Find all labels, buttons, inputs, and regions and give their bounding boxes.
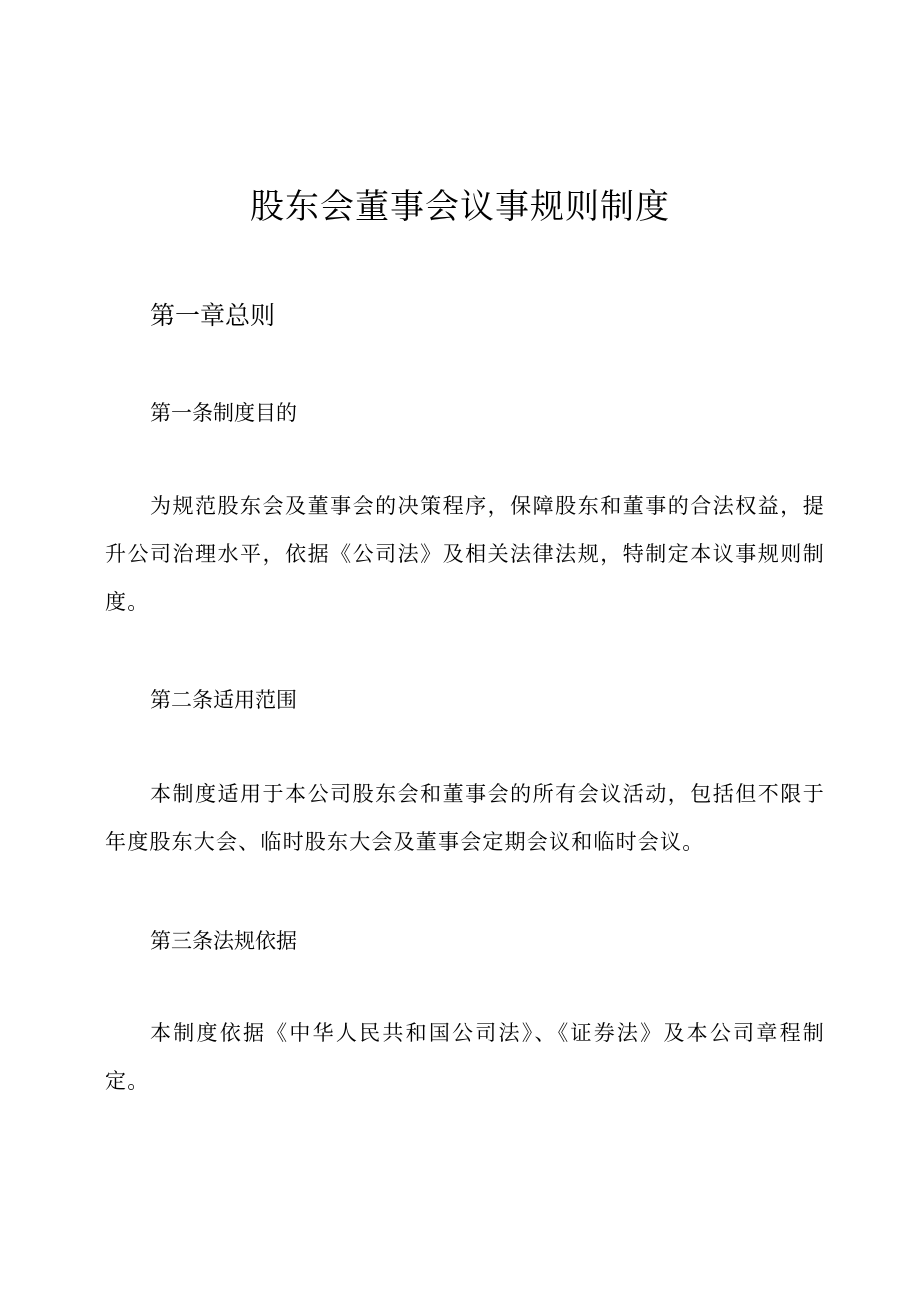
article-2-heading: 第二条适用范围 (150, 688, 297, 712)
article-1-paragraph: 为规范股东会及董事会的决策程序，保障股东和董事的合法权益，提升公司治理水平，依据《公司法》及相关法律法规，特制定本议事规则制度。 (105, 494, 825, 614)
chapter-heading: 第一章总则 (150, 301, 276, 330)
article-2-paragraph: 本制度适用于本公司股东会和董事会的所有会议活动，包括但不限于年度股东大会、临时股东大会及董事会定期会议和临时会议。 (105, 782, 825, 854)
article-1-heading: 第一条制度目的 (150, 401, 297, 425)
article-3-paragraph: 本制度依据《中华人民共和国公司法》、《证券法》及本公司章程制定。 (105, 1021, 825, 1093)
article-3-heading: 第三条法规依据 (150, 929, 297, 953)
document-title: 股东会董事会议事规则制度 (250, 187, 670, 227)
